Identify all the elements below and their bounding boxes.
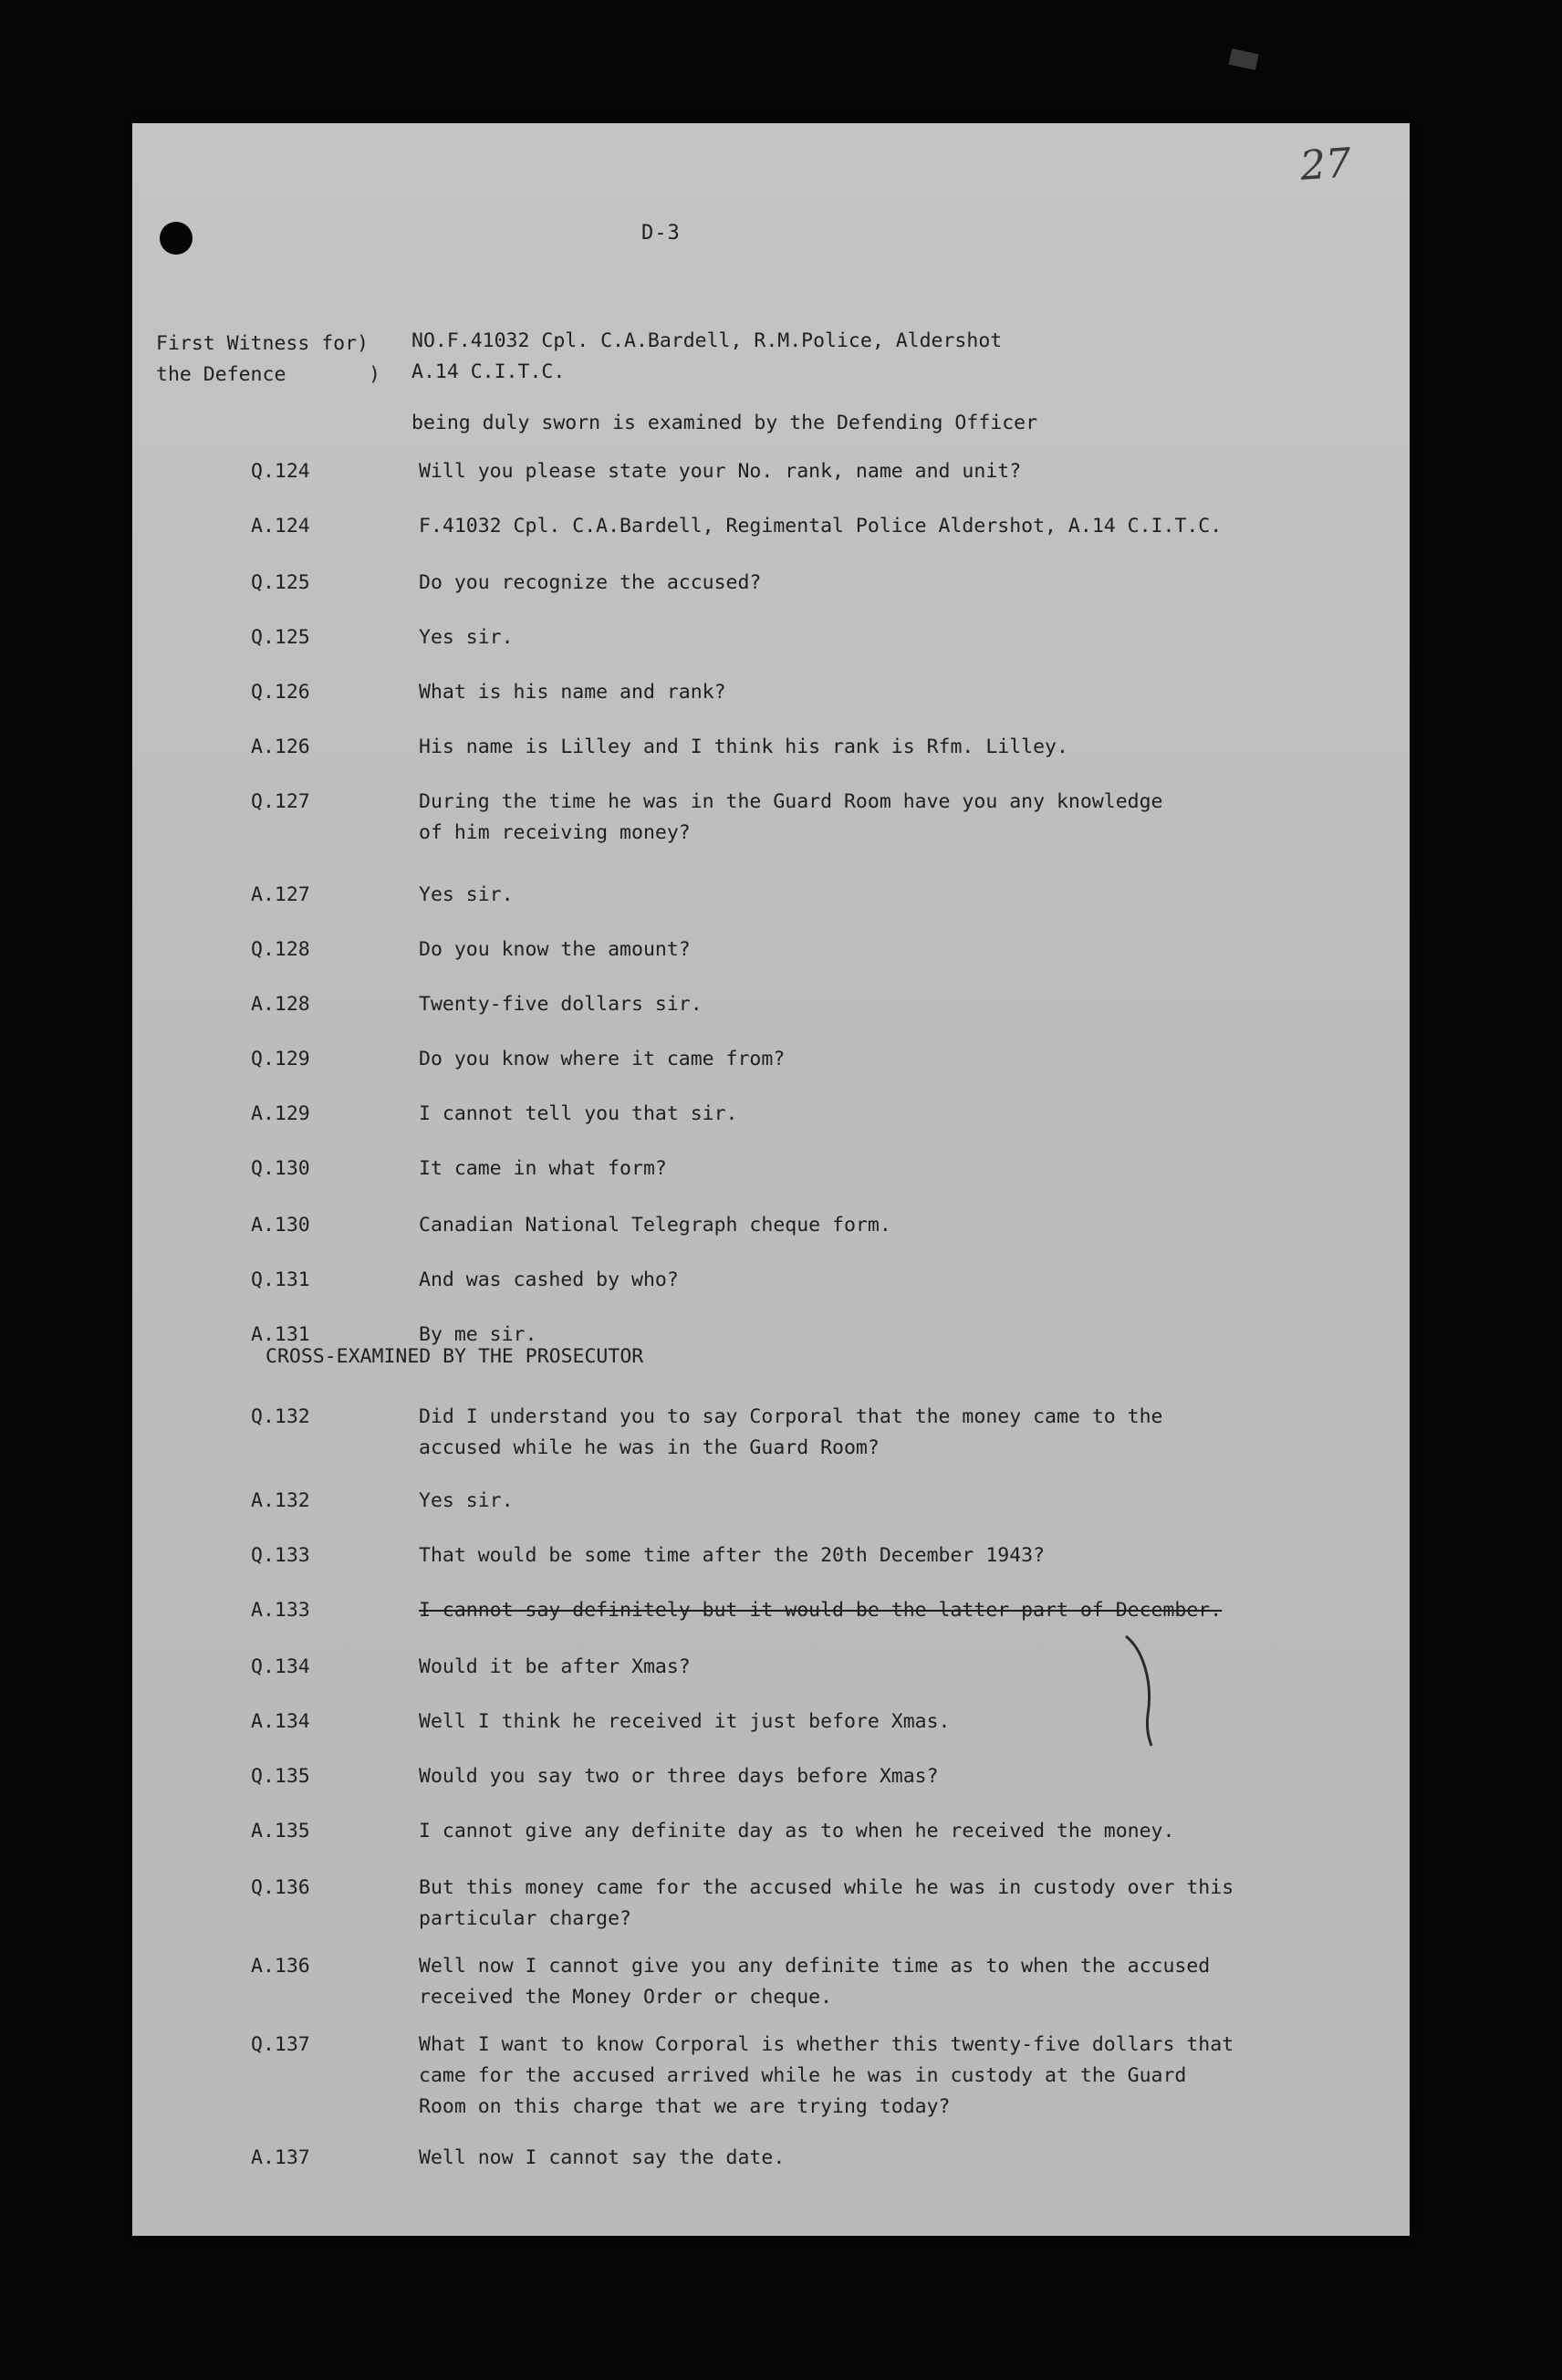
entry-text: Yes sir. bbox=[419, 883, 514, 906]
entry-text: received the Money Order or cheque. bbox=[419, 1986, 833, 2009]
entry-label: A.136 bbox=[251, 1955, 310, 1978]
entry-text: Would it be after Xmas? bbox=[419, 1655, 691, 1678]
entry-text: Yes sir. bbox=[419, 1489, 514, 1512]
entry-text: Do you recognize the accused? bbox=[419, 571, 762, 594]
cross-exam-heading: CROSS-EXAMINED BY THE PROSECUTOR bbox=[266, 1345, 644, 1368]
entry-text: F.41032 Cpl. C.A.Bardell, Regimental Police Aldershot, A.14 C.I.T.C. bbox=[419, 515, 1223, 538]
entry-text: Will you please state your No. rank, name and unit? bbox=[419, 460, 1022, 483]
entry-label: A.132 bbox=[251, 1489, 310, 1512]
entry-label: Q.137 bbox=[251, 2033, 310, 2056]
entry-text: Yes sir. bbox=[419, 626, 514, 649]
entry-label: A.124 bbox=[251, 515, 310, 538]
entry-label: A.135 bbox=[251, 1820, 310, 1842]
entry-label: A.129 bbox=[251, 1102, 310, 1125]
entry-label: Q.125 bbox=[251, 626, 310, 649]
entry-text: accused while he was in the Guard Room? bbox=[419, 1436, 880, 1459]
entry-label: Q.135 bbox=[251, 1765, 310, 1788]
entry-label: Q.128 bbox=[251, 938, 310, 961]
witness-details-line2: A.14 C.I.T.C. bbox=[411, 360, 566, 383]
witness-heading-line2: the Defence ) bbox=[156, 363, 380, 386]
entry-label: Q.133 bbox=[251, 1544, 310, 1567]
document-page bbox=[132, 123, 1410, 2236]
entry-text: Do you know the amount? bbox=[419, 938, 691, 961]
entry-text: Well now I cannot say the date. bbox=[419, 2146, 786, 2169]
entry-text: Twenty-five dollars sir. bbox=[419, 993, 703, 1016]
entry-text: What is his name and rank? bbox=[419, 681, 726, 704]
entry-label: Q.125 bbox=[251, 571, 310, 594]
entry-label: A.126 bbox=[251, 736, 310, 758]
entry-text: But this money came for the accused while he was in custody over this bbox=[419, 1876, 1234, 1899]
entry-text: And was cashed by who? bbox=[419, 1268, 679, 1291]
entry-label: Q.124 bbox=[251, 460, 310, 483]
page-id: D-3 bbox=[641, 222, 681, 245]
scan-artifact bbox=[1228, 48, 1258, 70]
entry-text: Did I understand you to say Corporal that the money came to the bbox=[419, 1405, 1163, 1428]
witness-details-line1: NO.F.41032 Cpl. C.A.Bardell, R.M.Police, Aldershot bbox=[411, 329, 1003, 352]
entry-label: A.133 bbox=[251, 1599, 310, 1622]
entry-label: Q.131 bbox=[251, 1268, 310, 1291]
entry-text: I cannot give any definite day as to when he received the money. bbox=[419, 1820, 1175, 1842]
binder-hole bbox=[160, 222, 193, 255]
entry-text: His name is Lilley and I think his rank is Rfm. Lilley. bbox=[419, 736, 1068, 758]
entry-text: Well now I cannot give you any definite time as to when the accused bbox=[419, 1955, 1211, 1978]
entry-text: came for the accused arrived while he was in custody at the Guard bbox=[419, 2064, 1187, 2087]
entry-label: Q.130 bbox=[251, 1157, 310, 1180]
entry-text: What I want to know Corporal is whether this twenty-five dollars that bbox=[419, 2033, 1234, 2056]
entry-text: During the time he was in the Guard Room have you any knowledge bbox=[419, 790, 1163, 813]
entry-text: That would be some time after the 20th December 1943? bbox=[419, 1544, 1046, 1567]
entry-text: of him receiving money? bbox=[419, 821, 691, 844]
entry-label: A.128 bbox=[251, 993, 310, 1016]
entry-label: A.127 bbox=[251, 883, 310, 906]
entry-label: Q.126 bbox=[251, 681, 310, 704]
entry-label: A.131 bbox=[251, 1323, 310, 1346]
entry-text: By me sir. bbox=[419, 1323, 537, 1346]
entry-label: A.130 bbox=[251, 1214, 310, 1237]
entry-label: Q.129 bbox=[251, 1048, 310, 1070]
entry-label: A.137 bbox=[251, 2146, 310, 2169]
entry-label: Q.134 bbox=[251, 1655, 310, 1678]
entry-label: Q.136 bbox=[251, 1876, 310, 1899]
entry-label: Q.127 bbox=[251, 790, 310, 813]
entry-text: Canadian National Telegraph cheque form. bbox=[419, 1214, 891, 1237]
entry-text: It came in what form? bbox=[419, 1157, 667, 1180]
entry-text: Well I think he received it just before Xmas. bbox=[419, 1710, 951, 1733]
entry-label: A.134 bbox=[251, 1710, 310, 1733]
entry-text: Do you know where it came from? bbox=[419, 1048, 786, 1070]
folio-number: 27 bbox=[1298, 140, 1353, 190]
entry-text: particular charge? bbox=[419, 1907, 631, 1930]
entry-label: Q.132 bbox=[251, 1405, 310, 1428]
entry-text: Room on this charge that we are trying today? bbox=[419, 2095, 951, 2118]
entry-text: I cannot say definitely but it would be the latter part of December. bbox=[419, 1599, 1223, 1622]
sworn-statement: being duly sworn is examined by the Defending Officer bbox=[411, 412, 1038, 434]
entry-text: Would you say two or three days before Xmas? bbox=[419, 1765, 939, 1788]
entry-text: I cannot tell you that sir. bbox=[419, 1102, 738, 1125]
pen-mark bbox=[1122, 1631, 1166, 1749]
witness-heading-line1: First Witness for) bbox=[156, 332, 369, 355]
